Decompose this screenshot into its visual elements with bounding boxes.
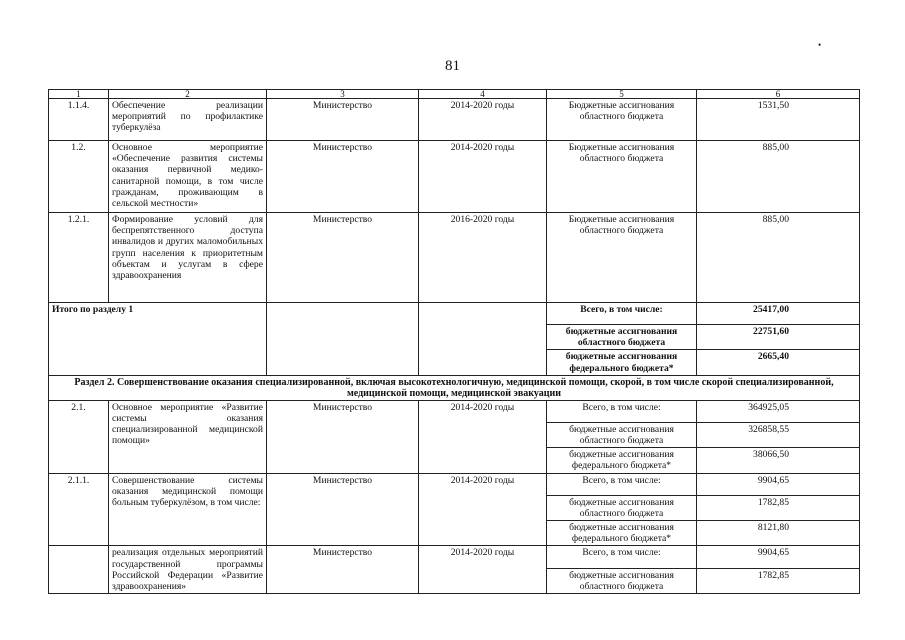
row-name: Обеспечение реализации мероприятий по профилактике туберкулёза [109,99,267,141]
row-amount: 8121,80 [697,521,860,546]
row-executor: Министерство [267,213,419,303]
row-number: 1.2. [49,141,109,213]
row-years: 2014-2020 годы [419,473,547,546]
row-name: Основное мероприятие «Развитие системы оказания специализированной медицинской помощи» [109,400,267,473]
row-years: 2014-2020 годы [419,141,547,213]
row-number: 2.1.1. [49,473,109,546]
row-number: 2.1. [49,400,109,473]
total-row [49,303,860,325]
section-heading-row [49,375,860,400]
row-years: 2014-2020 годы [419,546,547,594]
header-cell: 4 [419,90,547,99]
row-amount: 1782,85 [697,568,860,594]
header-cell: 1 [49,90,109,99]
total-source: бюджетные ассигнования федерального бюджета* [547,350,697,375]
row-amount: 1782,85 [697,495,860,520]
row-amount: 364925,05 [697,400,860,422]
row-amount: 885,00 [697,141,860,213]
row-source: Бюджетные ассигнования областного бюджета [547,213,697,303]
header-cell: 6 [697,90,860,99]
row-source: бюджетные ассигнования областного бюджета [547,422,697,447]
total-source: Всего, в том числе: [547,303,697,325]
table-row [49,99,860,141]
total-label: Итого по разделу 1 [49,303,267,376]
row-name: Формирование условий для беспрепятственного доступа инвалидов и других маломобильных групп населения к приоритетным объектам и услугам в сфере здравоохранения [109,213,267,303]
row-number [49,546,109,594]
row-executor: Министерство [267,141,419,213]
row-source: бюджетные ассигнования федерального бюджета* [547,521,697,546]
program-table [48,89,860,594]
section-heading: Раздел 2. Совершенствование оказания специализированной, включая высокотехнологичную, медицинской помощи, скорой, в том числе скорой специализированной, медицинской помощи, медицинской эвакуации [49,375,860,400]
row-source: Всего, в том числе: [547,546,697,568]
corner-mark: • [818,40,822,50]
row-number: 1.2.1. [49,213,109,303]
total-source: бюджетные ассигнования областного бюджета [547,325,697,350]
row-source: бюджетные ассигнования федерального бюджета* [547,448,697,473]
table-row [49,213,860,303]
row-amount: 885,00 [697,213,860,303]
table-row [49,473,860,495]
row-amount: 326858,55 [697,422,860,447]
header-cell: 5 [547,90,697,99]
row-executor: Министерство [267,99,419,141]
table-row [49,546,860,568]
table-row [49,141,860,213]
row-source: бюджетные ассигнования областного бюджета [547,495,697,520]
header-cell: 2 [109,90,267,99]
row-source: бюджетные ассигнования областного бюджета [547,568,697,594]
row-source: Всего, в том числе: [547,400,697,422]
row-amount: 1531,50 [697,99,860,141]
row-amount: 9904,65 [697,473,860,495]
row-name: Совершенствование системы оказания медицинской помощи больным туберкулёзом, в том числе: [109,473,267,546]
row-name: Основное мероприятие «Обеспечение развития системы оказания первичной медико-санитарной помощи, в том числе гражданам, проживающим в сельской местности» [109,141,267,213]
empty-cell [419,303,547,376]
header-cell: 3 [267,90,419,99]
row-executor: Министерство [267,473,419,546]
total-amount: 25417,00 [697,303,860,325]
row-name: реализация отдельных мероприятий государственной программы Российской Федерации «Развитие здравоохранения» [109,546,267,594]
row-source: Бюджетные ассигнования областного бюджета [547,99,697,141]
total-amount: 22751,60 [697,325,860,350]
header-row [49,90,860,99]
row-amount: 9904,65 [697,546,860,568]
row-executor: Министерство [267,400,419,473]
row-executor: Министерство [267,546,419,594]
row-source: Бюджетные ассигнования областного бюджета [547,141,697,213]
table-row [49,400,860,422]
row-number: 1.1.4. [49,99,109,141]
row-amount: 38066,50 [697,448,860,473]
row-source: Всего, в том числе: [547,473,697,495]
row-years: 2014-2020 годы [419,400,547,473]
empty-cell [267,303,419,376]
page-number: 81 [445,58,460,74]
total-amount: 2665,40 [697,350,860,375]
row-years: 2014-2020 годы [419,99,547,141]
row-years: 2016-2020 годы [419,213,547,303]
